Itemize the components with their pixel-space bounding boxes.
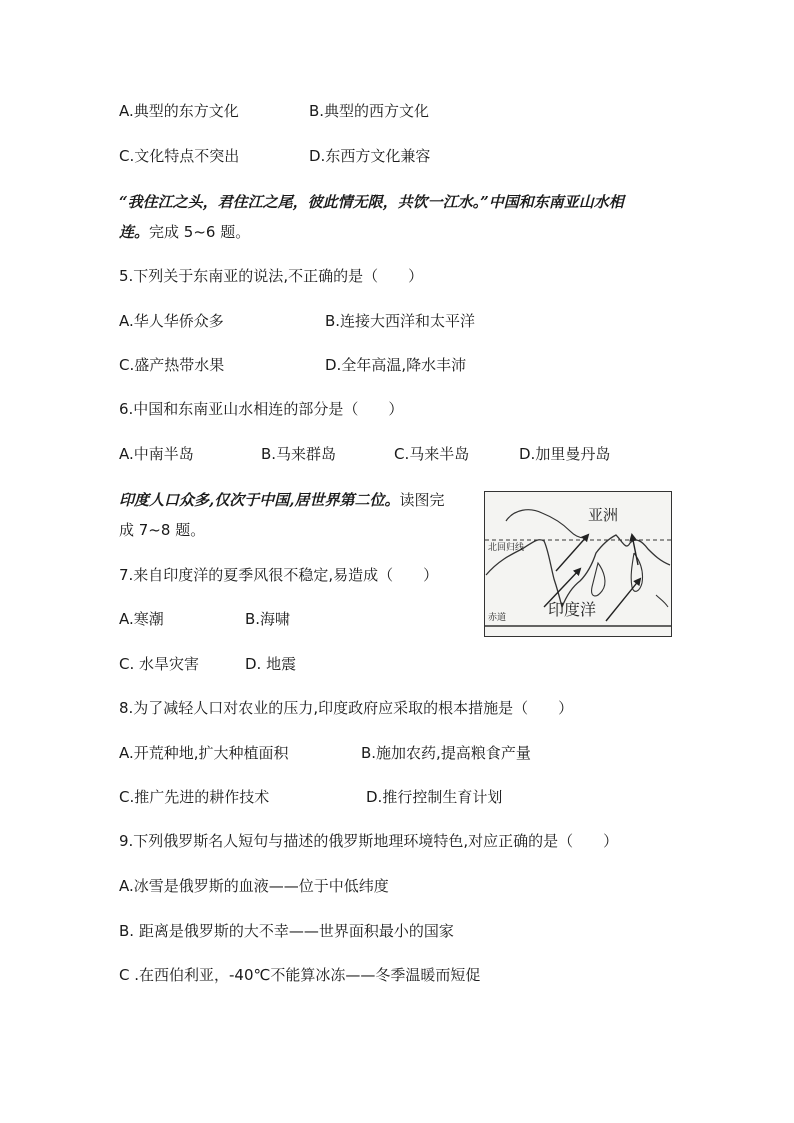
q4-option-b: B.典型的西方文化 <box>309 102 430 120</box>
q6-option-a: A.中南半岛 <box>119 445 194 463</box>
q6-option-b: B.马来群岛 <box>261 445 337 463</box>
label-equator: 赤道 <box>488 613 507 623</box>
q6-stem: 6.中国和东南亚山水相连的部分是（ ） <box>119 400 404 418</box>
q7-option-c: C. 水旱灾害 <box>119 655 200 673</box>
passage2-line1-bold: 印度人口众多,仅次于中国,居世界第二位。 <box>119 491 400 509</box>
label-ocean: 印度洋 <box>548 600 597 619</box>
q7-option-d: D. 地震 <box>245 655 297 673</box>
q8-option-c: C.推广先进的耕作技术 <box>119 788 270 806</box>
passage2-line1 <box>119 490 444 510</box>
q8-option-a: A.开荒种地,扩大种植面积 <box>119 744 289 762</box>
q8-stem: 8.为了减轻人口对农业的压力,印度政府应采取的根本措施是（ ） <box>119 699 574 717</box>
q4-option-c: C.文化特点不突出 <box>119 147 240 165</box>
label-asia: 亚洲 <box>588 506 619 524</box>
q8-option-d: D.推行控制生育计划 <box>366 788 503 806</box>
passage1-line2 <box>119 222 250 242</box>
q6-option-d: D.加里曼丹岛 <box>519 445 611 463</box>
q7-option-b: B.海啸 <box>245 610 291 628</box>
q4-option-d: D.东西方文化兼容 <box>309 147 431 165</box>
q4-option-a: A.典型的东方文化 <box>119 102 239 120</box>
q5-stem: 5.下列关于东南亚的说法,不正确的是（ ） <box>119 267 424 285</box>
passage2-line1-rest: 读图完 <box>399 491 445 509</box>
q9-option-a: A.冰雪是俄罗斯的血液——位于中低纬度 <box>119 877 389 895</box>
india-monsoon-map <box>484 491 672 637</box>
q5-option-a: A.华人华侨众多 <box>119 312 224 330</box>
q5-option-c: C.盛产热带水果 <box>119 356 225 374</box>
passage1-line2-rest: 完成 5~6 题。 <box>149 223 251 241</box>
q9-option-c: C .在西伯利亚，-40℃不能算冰冻——冬季温暖而短促 <box>119 966 481 984</box>
q6-option-c: C.马来半岛 <box>394 445 470 463</box>
passage1-line2-bold: 连。 <box>119 223 150 241</box>
passage1-line1: “我住江之头，君住江之尾，彼此情无限，共饮一江水。”中国和东南亚山水相 <box>119 193 624 211</box>
q7-option-a: A.寒潮 <box>119 610 164 628</box>
passage2-line2: 成 7~8 题。 <box>119 521 206 539</box>
label-tropic: 北回归线 <box>488 543 525 553</box>
q5-option-d: D.全年高温,降水丰沛 <box>325 356 467 374</box>
q9-stem: 9.下列俄罗斯名人短句与描述的俄罗斯地理环境特色,对应正确的是（ ） <box>119 832 619 850</box>
q9-option-b: B. 距离是俄罗斯的大不幸——世界面积最小的国家 <box>119 922 454 940</box>
q8-option-b: B.施加农药,提高粮食产量 <box>361 744 531 762</box>
q7-stem: 7.来自印度洋的夏季风很不稳定,易造成（ ） <box>119 566 439 584</box>
q5-option-b: B.连接大西洋和太平洋 <box>325 312 476 330</box>
